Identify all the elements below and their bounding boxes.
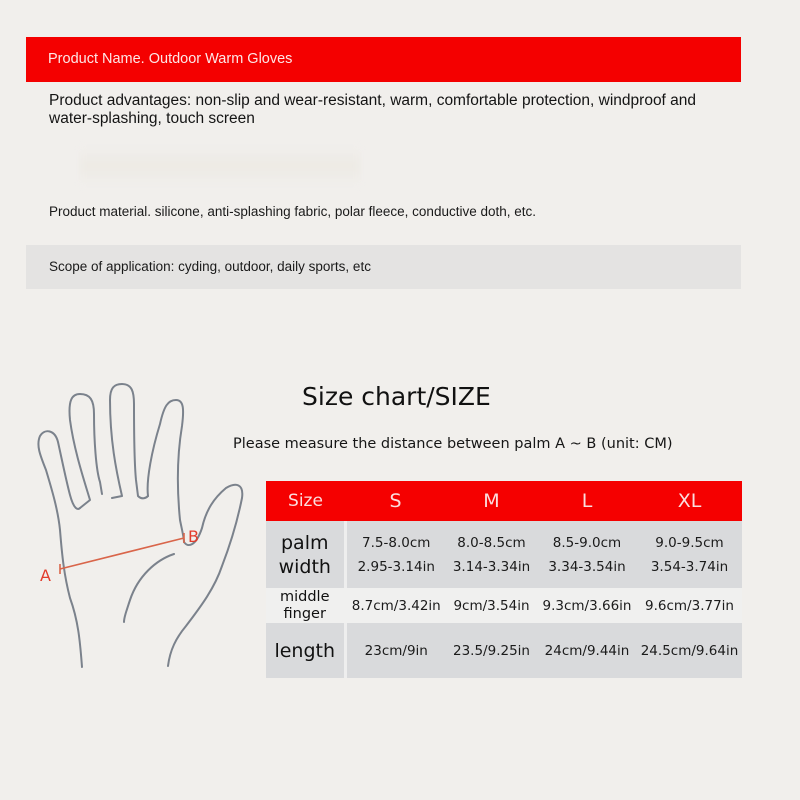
- cell-s: 23cm/9in: [345, 623, 446, 678]
- point-b-label: B: [188, 527, 199, 546]
- size-chart-title: Size chart/SIZE: [302, 382, 491, 411]
- size-header-row: [266, 481, 742, 521]
- cell-l: 24cm/9.44in: [537, 623, 637, 678]
- cell-xl: 24.5cm/9.64in: [637, 623, 742, 678]
- header-s: S: [345, 481, 446, 521]
- size-chart-table: [266, 481, 744, 678]
- cell-xl: 9.0-9.5cm 3.54-3.74in: [637, 521, 742, 588]
- header-size: Size: [266, 481, 345, 521]
- header-l: L: [537, 481, 637, 521]
- blurred-decoration: [80, 146, 360, 186]
- measure-instruction: Please measure the distance between palm A ~ B (unit: CM): [233, 436, 673, 452]
- cell-l: 8.5-9.0cm 3.34-3.54in: [537, 521, 637, 588]
- header-m: M: [446, 481, 537, 521]
- table-row-length: [266, 623, 742, 678]
- table-row-palm-width: [266, 521, 742, 588]
- cell-m: 23.5/9.25in: [446, 623, 537, 678]
- product-advantages-text: Product advantages: non-slip and wear-resistant, warm, comfortable protection, windproof and water-splashing, touch screen: [49, 92, 697, 127]
- cell-s: 8.7cm/3.42in: [345, 588, 446, 623]
- product-material-text: Product material. silicone, anti-splashing fabric, polar fleece, conductive doth, etc.: [49, 204, 537, 219]
- hand-outline-icon: [0, 370, 260, 690]
- header-xl: XL: [637, 481, 742, 521]
- cell-m: 9cm/3.54in: [446, 588, 537, 623]
- row-label-length: length: [266, 623, 345, 678]
- product-name-banner: Product Name. Outdoor Warm Gloves: [26, 37, 741, 82]
- point-a-label: A: [40, 566, 51, 585]
- row-label-middle-finger: middle finger: [266, 588, 345, 623]
- table-row-middle-finger: [266, 588, 742, 623]
- scope-of-application-bar: Scope of application: cyding, outdoor, daily sports, etc: [26, 245, 741, 289]
- row-label-palm-width: palm width: [266, 521, 345, 588]
- cell-xl: 9.6cm/3.77in: [637, 588, 742, 623]
- cell-m: 8.0-8.5cm 3.14-3.34in: [446, 521, 537, 588]
- cell-l: 9.3cm/3.66in: [537, 588, 637, 623]
- cell-s: 7.5-8.0cm 2.95-3.14in: [345, 521, 446, 588]
